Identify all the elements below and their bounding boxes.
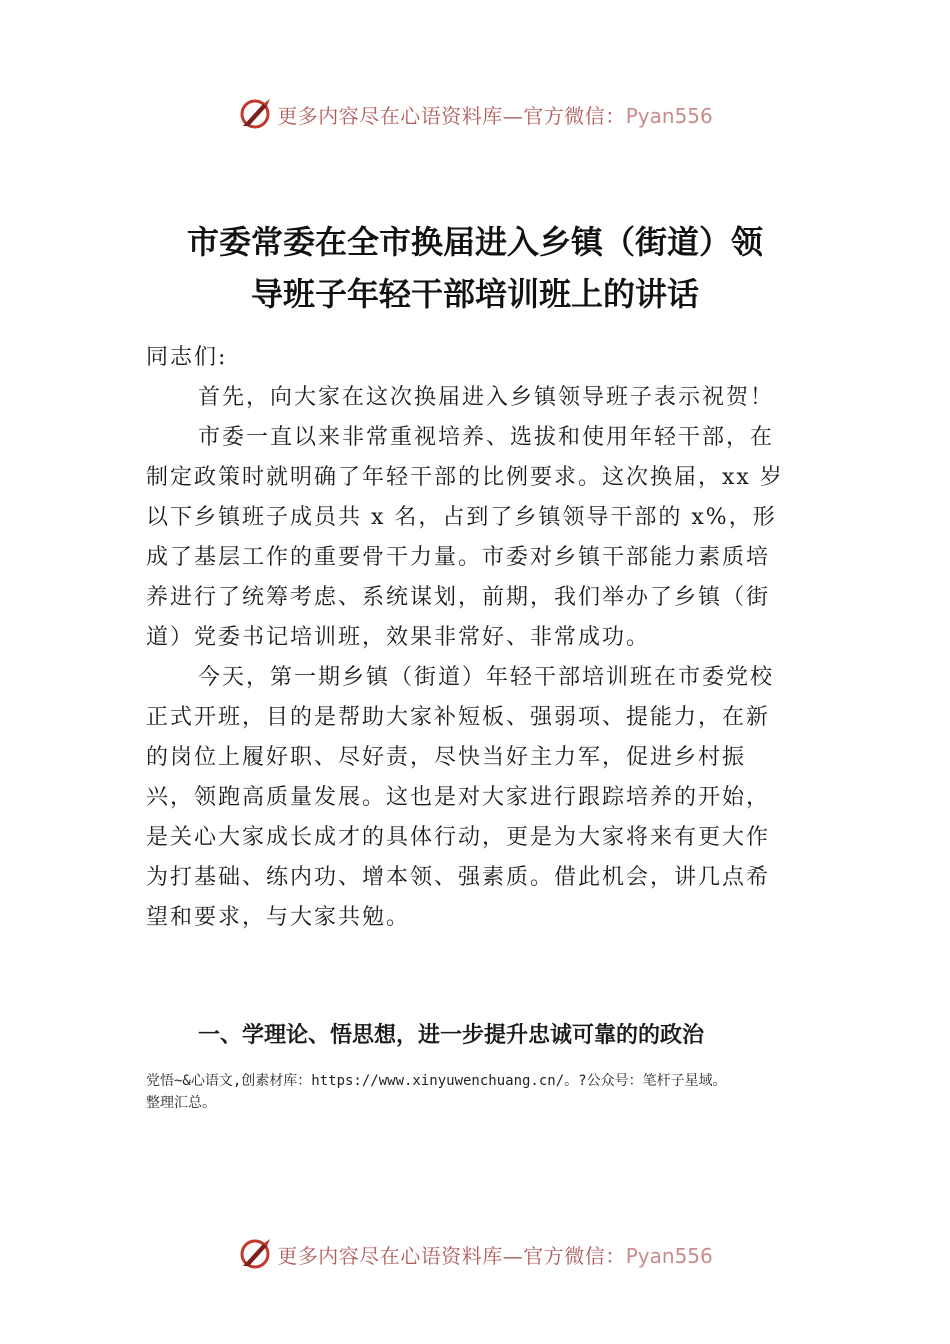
section-heading-1: 一、学理论、悟思想，进一步提升忠诚可靠的的政治 bbox=[198, 1023, 705, 1048]
quill-logo-icon bbox=[237, 96, 273, 132]
footnote-line-2: 整理汇总。 bbox=[146, 1095, 216, 1111]
banner-main: 更多内容尽在心语资料库 bbox=[277, 1243, 503, 1268]
salutation: 同志们: bbox=[146, 345, 228, 370]
document-title bbox=[148, 216, 802, 320]
banner-wechat-label: 官方微信： bbox=[523, 103, 626, 128]
quill-logo-icon bbox=[237, 1236, 273, 1272]
paragraph-2: 市委一直以来非常重视培养、选拔和使用年轻干部，在制定政策时就明确了年轻干部的比例要求。这次换届，xx 岁以下乡镇班子成员共 x 名，占到了乡镇领导干部的 x%，形成了基层工作的重要骨干力量。市委对乡镇干部能力素质培养进行了统筹考虑、系统谋划，前期，我们举办了乡镇（街道）党委书记培训班，效果非常好、非常成功。 bbox=[146, 425, 784, 650]
footnote-line-1: 党悟~&心语文,创素材库：https://www.xinyuwenchuang.cn/。?公众号：笔杆子星域。 bbox=[146, 1073, 727, 1089]
banner-account: Pyan556 bbox=[625, 103, 713, 128]
top-banner bbox=[0, 94, 950, 134]
banner-text bbox=[277, 100, 713, 129]
title-line-1: 市委常委在全市换届进入乡镇（街道）领 bbox=[186, 223, 763, 261]
title-line-2: 导班子年轻干部培训班上的讲话 bbox=[250, 275, 699, 313]
footnote bbox=[146, 1070, 826, 1114]
banner-main: 更多内容尽在心语资料库 bbox=[277, 103, 503, 128]
paragraph-1: 首先，向大家在这次换届进入乡镇领导班子表示祝贺！ bbox=[198, 385, 775, 410]
banner-text bbox=[277, 1240, 713, 1269]
banner-separator: — bbox=[502, 103, 524, 128]
banner-account: Pyan556 bbox=[625, 1243, 713, 1268]
bottom-banner bbox=[0, 1234, 950, 1274]
banner-wechat-label: 官方微信： bbox=[523, 1243, 626, 1268]
banner-separator: — bbox=[502, 1243, 524, 1268]
paragraph-3: 今天，第一期乡镇（街道）年轻干部培训班在市委党校正式开班，目的是帮助大家补短板、强弱项、提能力，在新的岗位上履好职、尽好责，尽快当好主力军，促进乡村振兴，领跑高质量发展。这也是对大家进行跟踪培养的开始，是关心大家成长成才的具体行动，更是为大家将来有更大作为打基础、练内功、增本领、强素质。借此机会，讲几点希望和要求，与大家共勉。 bbox=[146, 665, 775, 930]
document-body bbox=[146, 338, 786, 938]
